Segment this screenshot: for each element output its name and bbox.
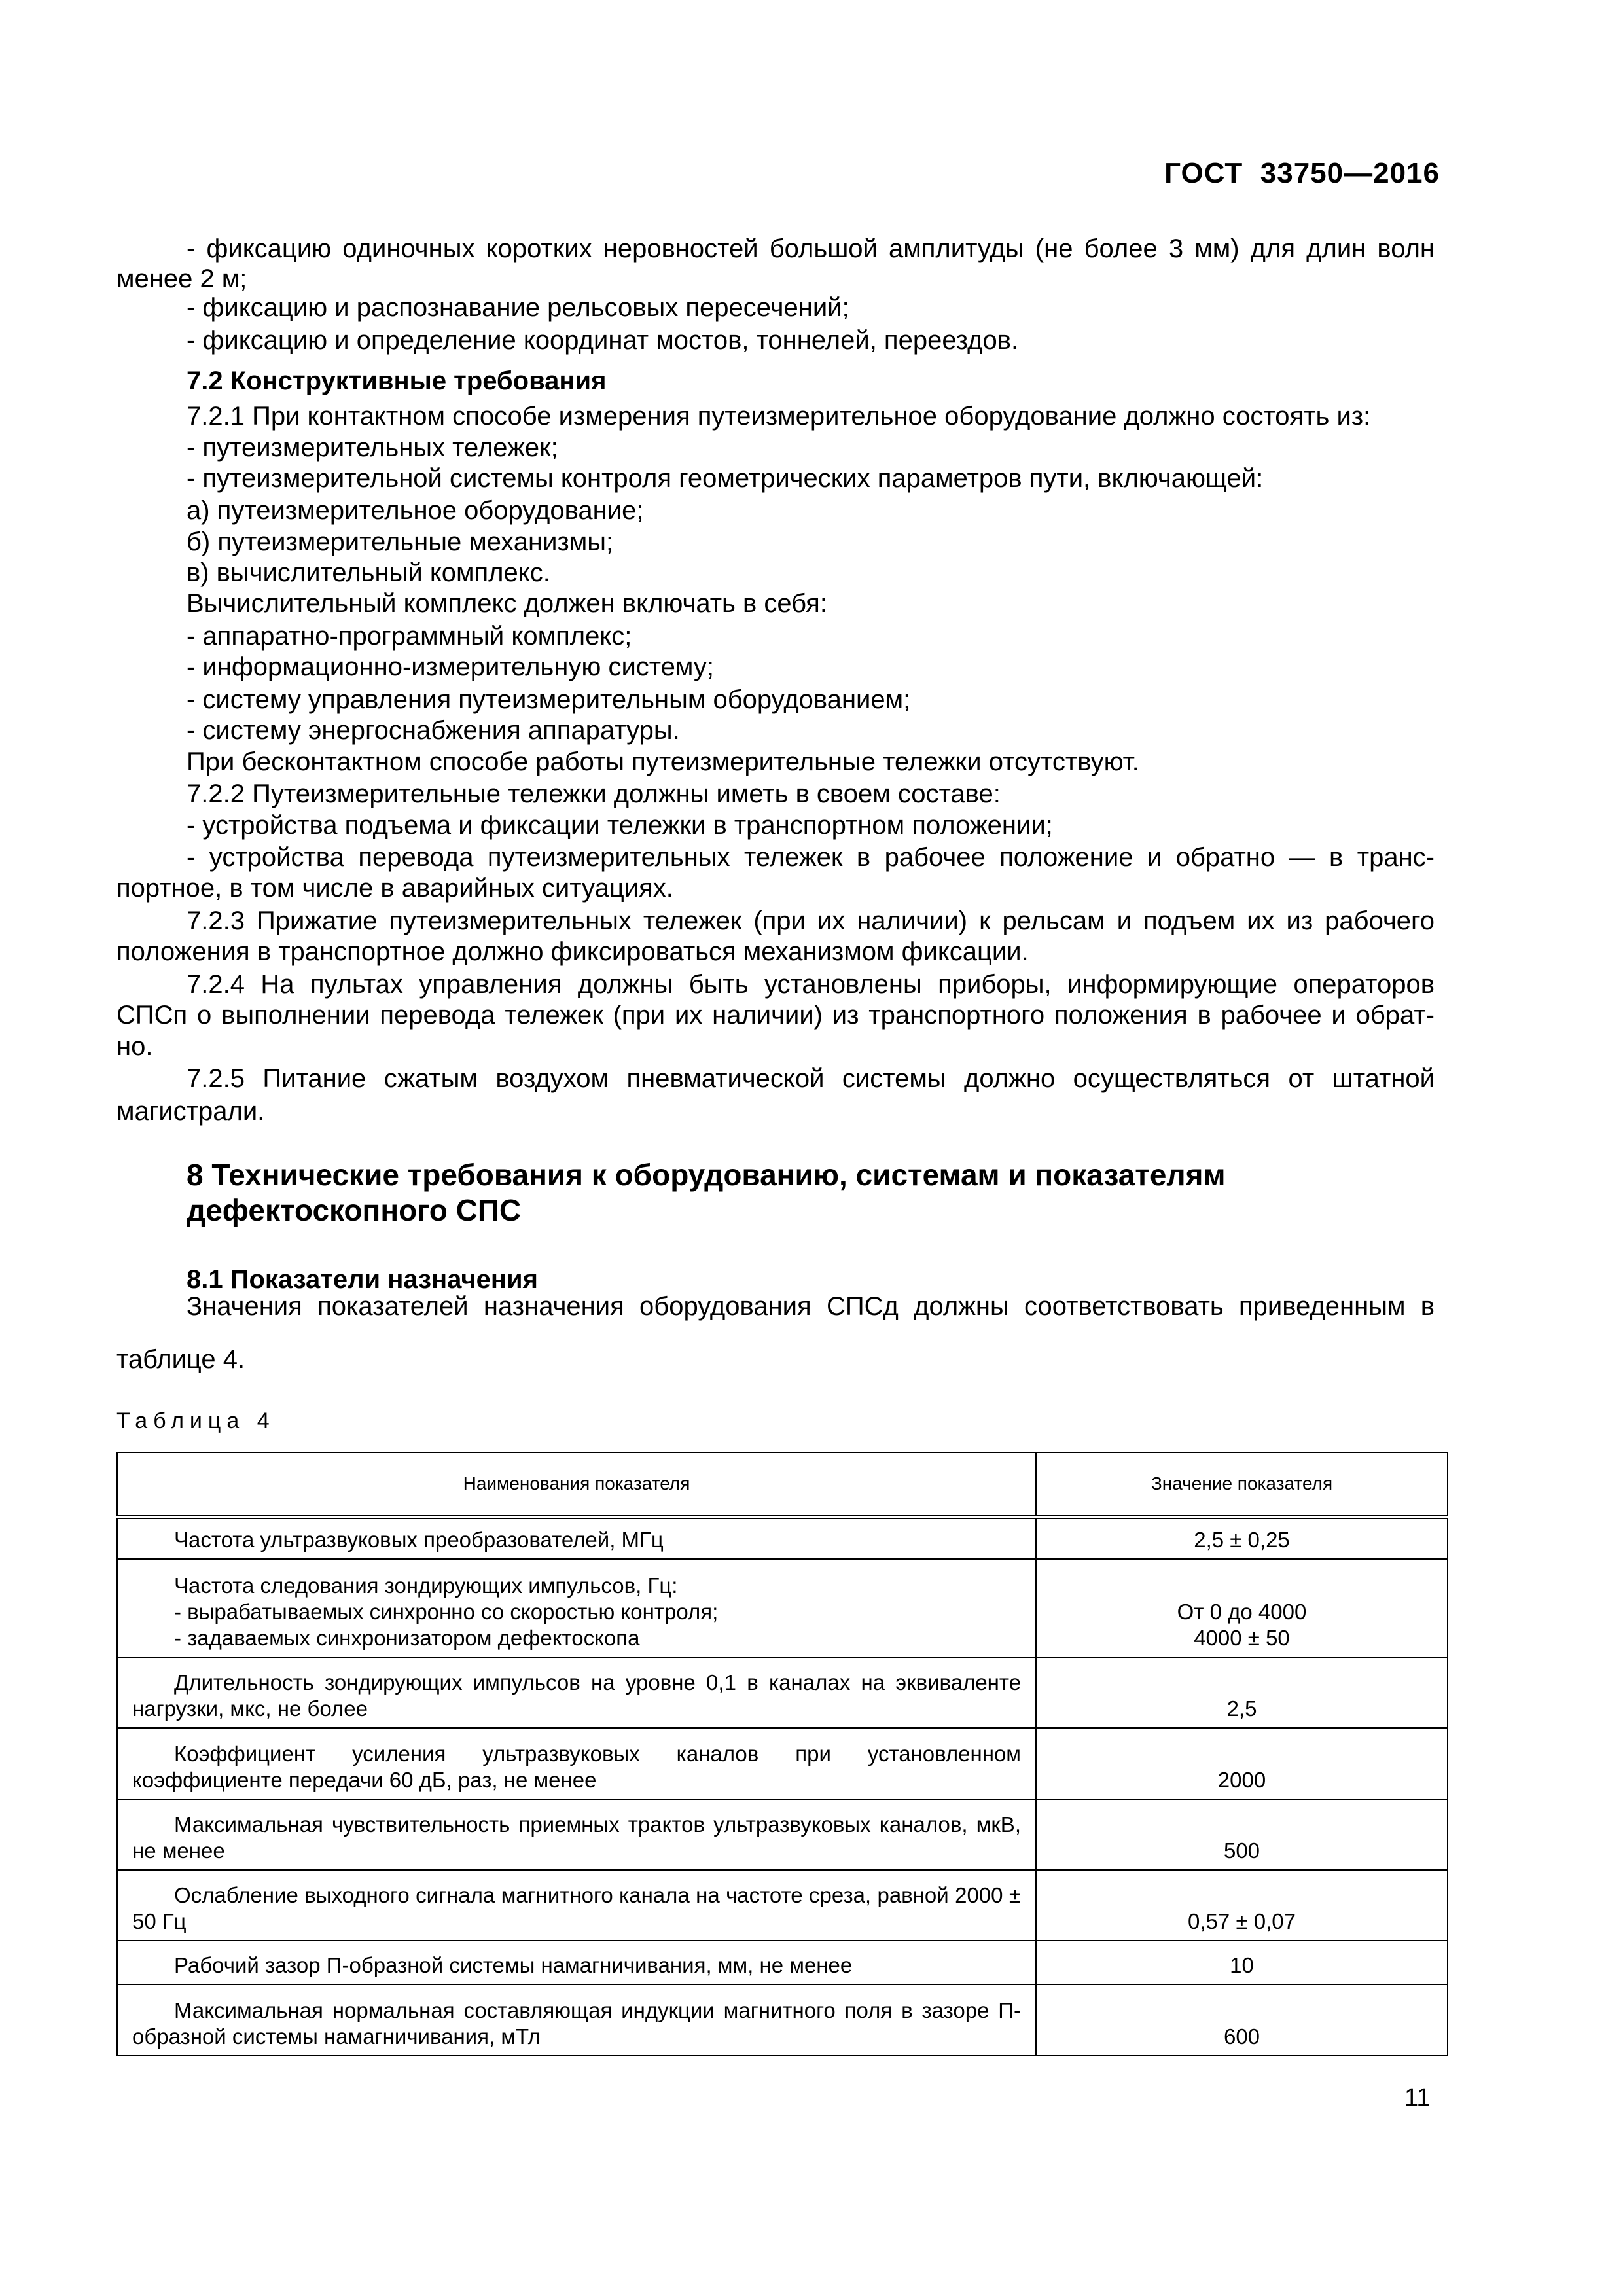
indicator-name-text: Максимальная нормальная составляющая индукции магнитного поля в зазоре П-образной системы намагничивания, мТл: [132, 1998, 1021, 2049]
list-item-line: - фиксацию одиночных коротких неровностей большой амплитуды (не более 3 мм) для длин волн: [187, 234, 1435, 263]
list-item: - аппаратно-программный комплекс;: [187, 622, 632, 651]
indicator-value: 10: [1036, 1941, 1448, 1984]
paragraph: При бесконтактном способе работы путеизмерительные тележки отсутствуют.: [187, 747, 1139, 776]
indicator-value-line: 4000 ± 50: [1194, 1625, 1290, 1650]
list-item: - путеизмерительных тележек;: [187, 433, 558, 462]
section-heading-8: 8 Технические требования к оборудованию, системам и показателям: [187, 1158, 1226, 1192]
table-row: [117, 1657, 1448, 1728]
indicator-name: [117, 1657, 1036, 1728]
paragraph-line: магистрали.: [116, 1097, 265, 1126]
page-number: 11: [1404, 2084, 1431, 2111]
indicator-name: [117, 1559, 1036, 1657]
list-item: - систему энергоснабжения аппаратуры.: [187, 716, 680, 745]
indicator-name: [117, 1984, 1036, 2056]
indicator-name-text: Максимальная чувствительность приемных трактов ультразвуковых каналов, мкВ, не менее: [132, 1812, 1021, 1863]
list-item: - путеизмерительной системы контроля геометрических параметров пути, включающей:: [187, 464, 1264, 493]
indicator-name: [117, 1728, 1036, 1799]
indicator-value: [1036, 1559, 1448, 1657]
table-4: [116, 1452, 1448, 2056]
list-item: - фиксацию и распознавание рельсовых пересечений;: [187, 293, 849, 322]
indicator-name-text: Ослабление выходного сигнала магнитного канала на частоте среза, равной 2000 ± 50 Гц: [132, 1882, 1021, 1933]
indicator-value: 500: [1036, 1799, 1448, 1870]
indicator-name-title: Частота следования зондирующих импульсов, Гц:: [174, 1573, 678, 1598]
column-header-name: Наименования показателя: [117, 1452, 1036, 1517]
indicator-name-text: Коэффициент усиления ультразвуковых каналов при установленном коэффициенте передачи 60 дБ, раз, не менее: [132, 1741, 1021, 1792]
paragraph-line: таблице 4.: [116, 1345, 245, 1374]
subsection-heading-7-2: 7.2 Конструктивные требования: [187, 367, 607, 395]
table-row: [117, 1559, 1448, 1657]
indicator-value-line: От 0 до 4000: [1177, 1599, 1307, 1624]
table-caption: Таблица 4: [116, 1408, 276, 1433]
list-item: - фиксацию и определение координат мостов, тоннелей, переездов.: [187, 326, 1019, 355]
clause-7-2-2: 7.2.2 Путеизмерительные тележки должны иметь в своем составе:: [187, 780, 1001, 808]
table-header-row: [117, 1452, 1448, 1517]
section-heading-8-cont: дефектоскопного СПС: [187, 1193, 522, 1227]
indicator-name: Частота ультразвуковых преобразователей, МГц: [117, 1517, 1036, 1559]
list-item: б) путеизмерительные механизмы;: [187, 528, 614, 556]
indicator-value: 0,57 ± 0,07: [1036, 1870, 1448, 1941]
indicator-value: 2000: [1036, 1728, 1448, 1799]
indicator-name-text: Длительность зондирующих импульсов на уровне 0,1 в каналах на эквиваленте нагрузки, мкс, не более: [132, 1670, 1021, 1721]
indicator-value: 600: [1036, 1984, 1448, 2056]
list-item: в) вычислительный комплекс.: [187, 558, 550, 587]
list-item-line: портное, в том числе в аварийных ситуациях.: [116, 874, 673, 903]
table-row: [117, 1799, 1448, 1870]
table-row: [117, 1984, 1448, 2056]
list-item: - информационно-измерительную систему;: [187, 653, 714, 681]
paragraph-line: СПСп о выполнении перевода тележек (при их наличии) из транспортного положения в рабочее и обрат-: [116, 1001, 1435, 1030]
clause-7-2-1: 7.2.1 При контактном способе измерения путеизмерительное оборудование должно состоять из:: [187, 402, 1371, 431]
clause-7-2-5: 7.2.5 Питание сжатым воздухом пневматической системы должно осуществляться от штатной: [187, 1064, 1435, 1093]
list-item: - устройства подъема и фиксации тележки в транспортном положении;: [187, 811, 1053, 840]
table-row: [117, 1870, 1448, 1941]
paragraph-line: положения в транспортное должно фиксироваться механизмом фиксации.: [116, 937, 1029, 966]
indicator-value: 2,5 ± 0,25: [1036, 1517, 1448, 1559]
indicator-sub-item: - задаваемых синхронизатором дефектоскопа: [174, 1625, 640, 1650]
indicator-name: Рабочий зазор П-образной системы намагничивания, мм, не менее: [117, 1941, 1036, 1984]
table-row: [117, 1941, 1448, 1984]
column-header-value: Значение показателя: [1036, 1452, 1448, 1517]
indicator-value: 2,5: [1036, 1657, 1448, 1728]
list-item-line: менее 2 м;: [116, 264, 247, 293]
list-item: а) путеизмерительное оборудование;: [187, 496, 644, 525]
clause-7-2-3: 7.2.3 Прижатие путеизмерительных тележек (при их наличии) к рельсам и подъем их из рабочего: [187, 906, 1435, 935]
paragraph-line: но.: [116, 1032, 153, 1061]
clause-7-2-4: 7.2.4 На пультах управления должны быть установлены приборы, информирующие операторов: [187, 970, 1435, 999]
list-item: - систему управления путеизмерительным оборудованием;: [187, 685, 911, 714]
document-standard-number: ГОСТ 33750—2016: [1164, 157, 1440, 189]
indicator-name: [117, 1870, 1036, 1941]
list-item-line: - устройства перевода путеизмерительных тележек в рабочее положение и обратно — в транс-: [187, 843, 1435, 872]
table-row: [117, 1517, 1448, 1559]
table-row: [117, 1728, 1448, 1799]
indicator-name: [117, 1799, 1036, 1870]
indicator-sub-item: - вырабатываемых синхронно со скоростью контроля;: [174, 1599, 719, 1624]
paragraph-line: Значения показателей назначения оборудования СПСд должны соответствовать приведенным в: [187, 1292, 1435, 1321]
paragraph: Вычислительный комплекс должен включать в себя:: [187, 589, 827, 618]
subsection-heading-8-1: 8.1 Показатели назначения: [187, 1265, 538, 1294]
